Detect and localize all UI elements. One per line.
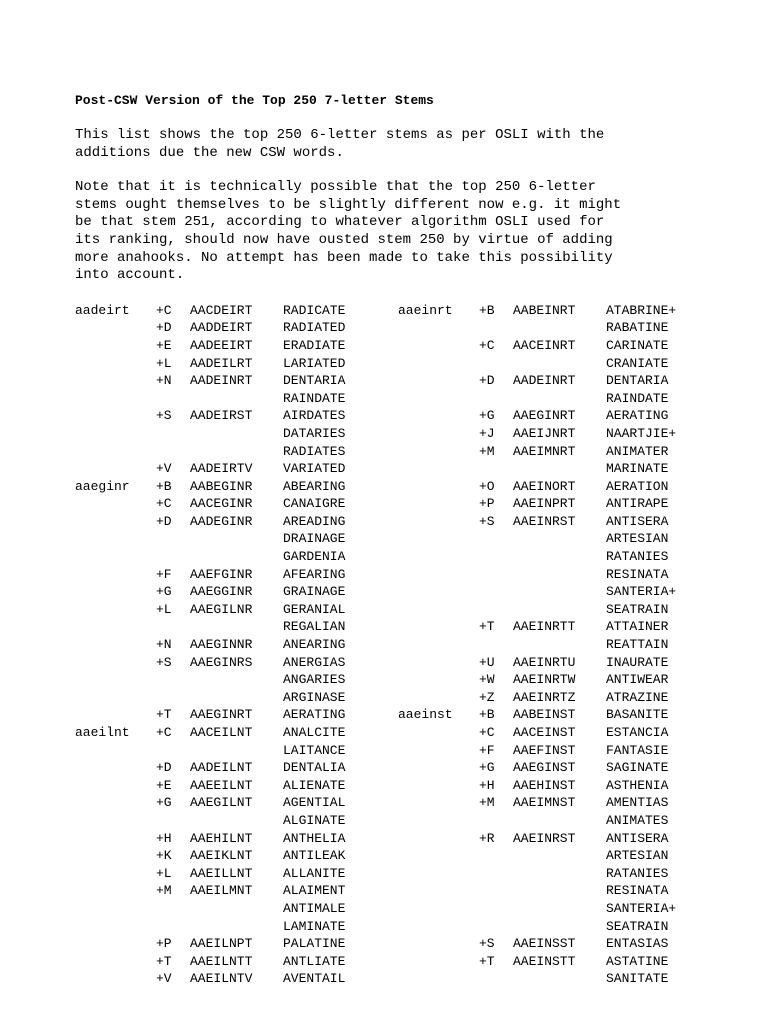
word-cell: DENTARIA [283, 373, 346, 389]
word-cell: MARINATE [606, 461, 669, 477]
word-cell: ANTIWEAR [606, 672, 669, 688]
stem-cell: aaeinrt [398, 302, 453, 318]
alphagram-cell: AAEILNPT [190, 936, 253, 952]
hook-cell: +S [479, 513, 495, 529]
hook-cell: +L [156, 355, 172, 371]
word-cell: BASANITE [606, 707, 669, 723]
word-cell: SEATRAIN [606, 601, 669, 617]
alphagram-cell: AAEIMNRT [513, 443, 576, 459]
alphagram-cell: AACEILNT [190, 725, 253, 740]
hook-cell: +R [479, 830, 495, 846]
word-cell: ATRAZINE [606, 689, 669, 705]
alphagram-cell: AAEHINST [513, 777, 576, 793]
hook-cell: +F [479, 742, 495, 758]
hook-cell: +B [479, 707, 495, 723]
word-cell: CANAIGRE [283, 496, 346, 512]
alphagram-cell: AAEGINRT [513, 408, 576, 424]
hook-cell: +S [156, 408, 172, 424]
hook-cell: +P [479, 496, 495, 512]
alphagram-cell: AAEGINNR [190, 637, 253, 653]
word-cell: AERATING [283, 707, 346, 723]
hook-cell: +C [156, 725, 172, 740]
hook-cell: +D [156, 513, 172, 529]
alphagram-cell: AAEGINRS [190, 654, 253, 670]
hook-cell: +S [156, 654, 172, 670]
hook-cell: +B [479, 302, 495, 318]
hook-cell: +D [156, 760, 172, 776]
alphagram-cell: AADEGINR [190, 513, 253, 529]
paragraph-line: This list shows the top 250 6-letter stems as per OSLI with the [75, 127, 605, 143]
hook-cell: +B [156, 478, 172, 494]
word-cell: RADICATE [283, 302, 346, 318]
word-cell: RAINDATE [606, 390, 669, 406]
hook-cell: +H [156, 830, 172, 846]
word-cell: LAITANCE [283, 742, 346, 758]
hook-cell: +V [156, 971, 172, 987]
hook-cell: +H [479, 777, 495, 793]
word-cell: ANTIRAPE [606, 496, 669, 512]
word-cell: ANERGIAS [283, 654, 346, 670]
word-cell: SEATRAIN [606, 918, 669, 934]
alphagram-cell: AAEGILNR [190, 601, 253, 617]
stem-cell: aadeirt [75, 302, 130, 318]
word-cell: ANEARING [283, 637, 346, 653]
document-page [75, 92, 715, 1002]
word-cell: VARIATED [283, 461, 346, 477]
word-cell: ALAIMENT [283, 883, 346, 899]
word-cell: LARIATED [283, 355, 346, 371]
hook-cell: +C [479, 725, 495, 740]
alphagram-cell: AAEINSTT [513, 953, 576, 969]
alphagram-cell: AAEGINRT [190, 707, 253, 723]
word-cell: ANALCITE [283, 725, 346, 740]
alphagram-cell: AADDEIRT [190, 320, 253, 336]
word-cell: ANIMATER [606, 443, 669, 459]
word-cell: ATTAINER [606, 619, 669, 635]
hook-cell: +G [479, 408, 495, 424]
word-cell: ALGINATE [283, 812, 346, 828]
intro-text [75, 127, 715, 285]
alphagram-cell: AAEINORT [513, 478, 576, 494]
word-cell: ALLANITE [283, 865, 346, 881]
paragraph-line: be that stem 251, according to whatever algorithm OSLI used for [75, 214, 605, 231]
word-cell: SAGINATE [606, 760, 669, 776]
word-cell: ANTISERA [606, 513, 669, 529]
alphagram-cell: AADEIRST [190, 408, 253, 424]
word-cell: GARDENIA [283, 549, 346, 565]
word-cell: ASTHENIA [606, 777, 669, 793]
word-cell: LAMINATE [283, 918, 346, 934]
alphagram-cell: AAEIMNST [513, 795, 576, 811]
alphagram-cell: AAEILNTT [190, 953, 253, 969]
paragraph-line: Note that it is technically possible that the top 250 6-letter [75, 179, 596, 196]
word-cell: RABATINE [606, 320, 669, 336]
word-cell: ANTIMALE [283, 900, 346, 916]
hook-cell: +U [479, 654, 495, 670]
hook-cell: +Z [479, 689, 495, 705]
stem-cell: aaeginr [75, 478, 130, 494]
stem-cell: aaeilnt [75, 725, 130, 740]
stems-table [75, 302, 715, 1002]
hook-cell: +M [479, 795, 495, 811]
word-cell: SANITATE [606, 971, 669, 987]
word-cell: ARGINASE [283, 689, 346, 705]
hook-cell: +N [156, 373, 172, 389]
hook-cell: +S [479, 936, 495, 952]
word-cell: ABEARING [283, 478, 346, 494]
word-cell: RESINATA [606, 566, 669, 582]
word-cell: RADIATES [283, 443, 346, 459]
hook-cell: +G [156, 584, 172, 600]
word-cell: ERADIATE [283, 337, 346, 353]
word-cell: NAARTJIE+ [606, 425, 677, 441]
alphagram-cell: AAEINRTZ [513, 689, 576, 705]
alphagram-cell: AACEINST [513, 725, 576, 740]
word-cell: ANGARIES [283, 672, 346, 688]
alphagram-cell: AAEIKLNT [190, 848, 253, 864]
alphagram-cell: AAEGINST [513, 760, 576, 776]
hook-cell: +M [156, 883, 172, 899]
hook-cell: +V [156, 461, 172, 477]
alphagram-cell: AADEEIRT [190, 337, 253, 353]
alphagram-cell: AAEGGINR [190, 584, 253, 600]
hook-cell: +E [156, 777, 172, 793]
word-cell: AREADING [283, 513, 346, 529]
word-cell: DENTARIA [606, 373, 669, 389]
hook-cell: +C [156, 496, 172, 512]
alphagram-cell: AAEGILNT [190, 795, 253, 811]
alphagram-cell: AAEILLNT [190, 865, 253, 881]
hook-cell: +G [156, 795, 172, 811]
word-cell: SANTERIA+ [606, 584, 677, 600]
word-cell: ANTILEAK [283, 848, 346, 864]
word-cell: RATANIES [606, 549, 669, 565]
word-cell: AERATING [606, 408, 669, 424]
hook-cell: +D [156, 320, 172, 336]
paragraph [75, 179, 715, 285]
word-cell: SANTERIA+ [606, 900, 677, 916]
word-cell: CRANIATE [606, 355, 669, 371]
word-cell: REGALIAN [283, 619, 346, 635]
alphagram-cell: AAEHILNT [190, 830, 253, 846]
word-cell: AVENTAIL [283, 971, 346, 987]
hook-cell: +T [479, 953, 495, 969]
word-cell: AGENTIAL [283, 795, 346, 811]
paragraph [75, 127, 715, 162]
paragraph-line: into account. [75, 267, 185, 284]
word-cell: INAURATE [606, 654, 669, 670]
alphagram-cell: AADEINRT [513, 373, 576, 389]
word-cell: CARINATE [606, 337, 669, 353]
hook-cell: +C [479, 337, 495, 353]
hook-cell: +M [479, 443, 495, 459]
word-cell: ESTANCIA [606, 725, 669, 740]
word-cell: RAINDATE [283, 390, 346, 406]
word-cell: ARTESIAN [606, 531, 669, 547]
word-cell: ARTESIAN [606, 848, 669, 864]
hook-cell: +E [156, 337, 172, 353]
word-cell: RADIATED [283, 320, 346, 336]
hook-cell: +J [479, 425, 495, 441]
word-cell: ASTATINE [606, 953, 669, 969]
word-cell: AIRDATES [283, 408, 346, 424]
word-cell: ANIMATES [606, 812, 669, 828]
hook-cell: +W [479, 672, 495, 688]
stem-cell: aaeinst [398, 707, 453, 723]
hook-cell: +T [156, 707, 172, 723]
document-title: Post-CSW Version of the Top 250 7-letter Stems [75, 93, 434, 108]
paragraph-line: additions due the new CSW words. [75, 144, 344, 161]
word-cell: RATANIES [606, 865, 669, 881]
alphagram-cell: AAEILMNT [190, 883, 253, 899]
alphagram-cell: AADEILNT [190, 760, 253, 776]
word-cell: GERANIAL [283, 601, 346, 617]
alphagram-cell: AAEINRST [513, 513, 576, 529]
word-cell: ANTLIATE [283, 953, 346, 969]
alphagram-cell: AACEGINR [190, 496, 253, 512]
alphagram-cell: AAEFINST [513, 742, 576, 758]
word-cell: AMENTIAS [606, 795, 669, 811]
alphagram-cell: AAEILNTV [190, 971, 253, 987]
alphagram-cell: AAEINRTU [513, 654, 576, 670]
word-cell: AERATION [606, 478, 669, 494]
hook-cell: +D [479, 373, 495, 389]
paragraph-line: its ranking, should now have ousted stem 250 by virtue of adding [75, 231, 613, 248]
word-cell: DATARIES [283, 425, 346, 441]
alphagram-cell: AAEFGINR [190, 566, 253, 582]
alphagram-cell: AACEINRT [513, 337, 576, 353]
hook-cell: +L [156, 865, 172, 881]
hook-cell: +N [156, 637, 172, 653]
word-cell: GRAINAGE [283, 584, 346, 600]
alphagram-cell: AADEINRT [190, 373, 253, 389]
hook-cell: +O [479, 478, 495, 494]
alphagram-cell: AAEINRTT [513, 619, 576, 635]
word-cell: FANTASIE [606, 742, 669, 758]
alphagram-cell: AAEEILNT [190, 777, 253, 793]
alphagram-cell: AABEINST [513, 707, 576, 723]
hook-cell: +K [156, 848, 172, 864]
word-cell: ATABRINE+ [606, 302, 677, 318]
alphagram-cell: AADEILRT [190, 355, 253, 371]
alphagram-cell: AADEIRTV [190, 461, 253, 477]
hook-cell: +L [156, 601, 172, 617]
alphagram-cell: AAEINRST [513, 830, 576, 846]
word-cell: AFEARING [283, 566, 346, 582]
paragraph-line: more anahooks. No attempt has been made to take this possibility [75, 249, 613, 266]
word-cell: ANTISERA [606, 830, 669, 846]
word-cell: DENTALIA [283, 760, 346, 776]
hook-cell: +T [156, 953, 172, 969]
hook-cell: +P [156, 936, 172, 952]
hook-cell: +C [156, 302, 172, 318]
alphagram-cell: AABEGINR [190, 478, 253, 494]
word-cell: DRAINAGE [283, 531, 346, 547]
alphagram-cell: AABEINRT [513, 302, 576, 318]
alphagram-cell: AAEINSST [513, 936, 576, 952]
word-cell: ANTHELIA [283, 830, 346, 846]
alphagram-cell: AACDEIRT [190, 302, 253, 318]
word-cell: RESINATA [606, 883, 669, 899]
alphagram-cell: AAEIJNRT [513, 425, 576, 441]
word-cell: ENTASIAS [606, 936, 669, 952]
word-cell: ALIENATE [283, 777, 346, 793]
hook-cell: +T [479, 619, 495, 635]
hook-cell: +G [479, 760, 495, 776]
word-cell: PALATINE [283, 936, 346, 952]
paragraph-line: stems ought themselves to be slightly different now e.g. it might [75, 196, 622, 213]
hook-cell: +F [156, 566, 172, 582]
word-cell: REATTAIN [606, 637, 669, 653]
alphagram-cell: AAEINRTW [513, 672, 576, 688]
alphagram-cell: AAEINPRT [513, 496, 576, 512]
